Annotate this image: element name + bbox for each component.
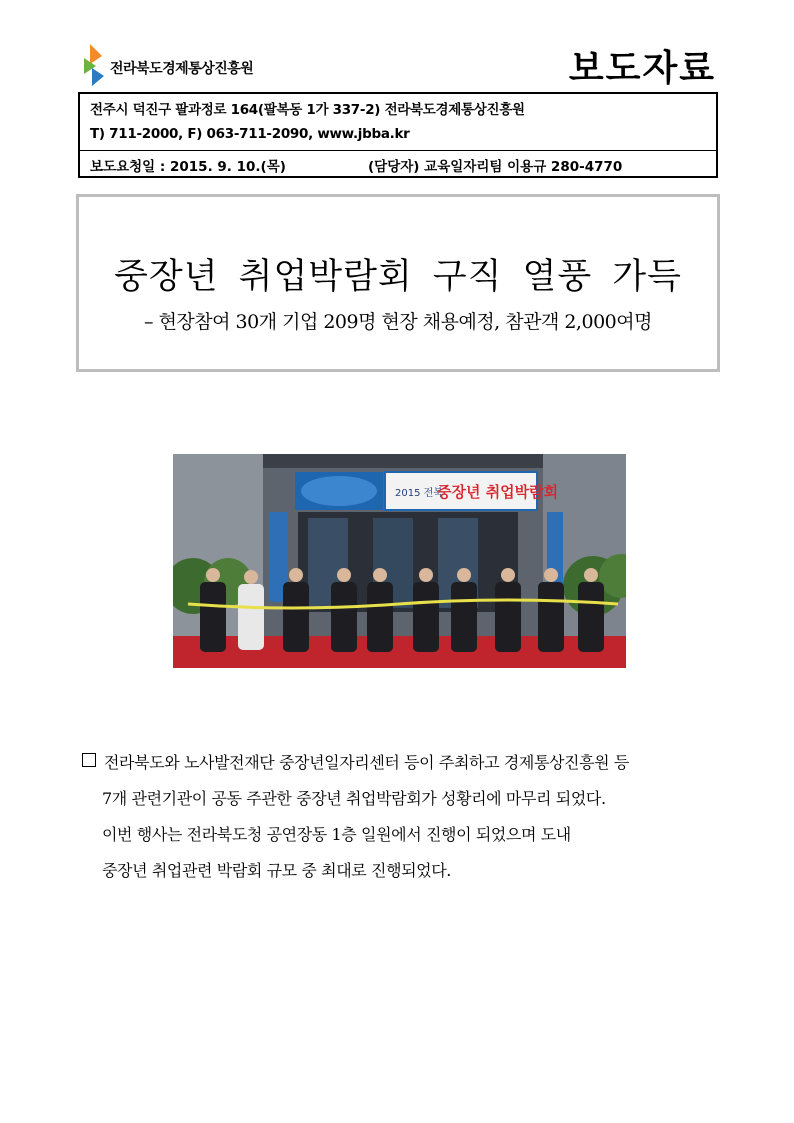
org-logo — [82, 44, 272, 90]
document-type-title: 보도자료 — [568, 48, 716, 89]
headline-title: 중장년 취업박람회 구직 열풍 가득 — [114, 257, 682, 297]
org-name: 전라북도경제통상진흥원 — [110, 61, 254, 77]
checkbox-bullet-icon — [82, 753, 96, 767]
phone-fax-web-line: T) 711-2000, F) 063-711-2090, www.jbba.kr — [90, 126, 410, 142]
headline-box — [76, 194, 720, 372]
logo-mark-icon — [82, 44, 106, 86]
headline-subtitle: – 현장참여 30개 기업 209명 현장 채용예정, 참관객 2,000여명 — [144, 311, 652, 333]
contact-info-box — [78, 92, 718, 178]
ribbon-cutting-photo — [173, 454, 626, 668]
address-line: 전주시 덕진구 팔과정로 164(팔복동 1가 337-2) 전라북도경제통상진흥원 — [90, 102, 525, 118]
banner-prefix: 2015 전북 — [395, 488, 443, 499]
body-line: 7개 관련기관이 공동 주관한 중장년 취업박람회가 성황리에 마무리 되었다. — [102, 789, 606, 808]
body-line: 전라북도와 노사발전재단 중장년일자리센터 등이 주최하고 경제통상진흥원 등 — [104, 753, 629, 772]
manager-contact: (담당자) 교육일자리팀 이용규 280-4770 — [368, 159, 623, 175]
release-date: 보도요청일 : 2015. 9. 10.(목) — [90, 159, 286, 175]
event-photo — [173, 454, 626, 668]
body-line: 중장년 취업관련 박람회 규모 중 최대로 진행되었다. — [102, 861, 451, 880]
info-divider — [80, 150, 716, 151]
body-line: 이번 행사는 전라북도청 공연장동 1층 일원에서 진행이 되었으며 도내 — [102, 825, 571, 844]
banner-main: 중장년 취업박람회 — [437, 483, 559, 501]
